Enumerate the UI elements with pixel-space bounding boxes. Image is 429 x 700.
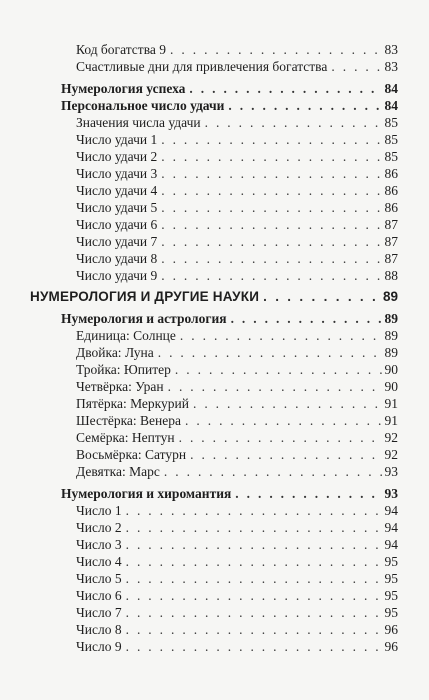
toc-leader-dots bbox=[331, 59, 381, 75]
toc-entry-label: Код богатства 9 bbox=[76, 42, 167, 57]
toc-page-number: 88 bbox=[384, 268, 398, 283]
toc-leader-dots bbox=[231, 311, 382, 327]
toc-leader-dots bbox=[126, 622, 382, 638]
toc-entry bbox=[76, 251, 398, 267]
toc-entry bbox=[76, 362, 398, 378]
toc-page-number: 86 bbox=[384, 200, 398, 215]
toc-entry bbox=[76, 622, 398, 638]
toc-leader-dots bbox=[179, 430, 382, 446]
toc-entry bbox=[76, 59, 398, 75]
toc-page-number: 83 bbox=[384, 42, 398, 57]
toc-page-number: 91 bbox=[384, 396, 398, 411]
toc-leader-dots bbox=[161, 183, 381, 199]
toc-entry bbox=[76, 328, 398, 344]
toc-leader-dots bbox=[126, 537, 382, 553]
toc-section-heading bbox=[30, 289, 398, 305]
toc-leader-dots bbox=[263, 289, 380, 305]
toc-leader-dots bbox=[126, 605, 382, 621]
toc-entry-label: Число удачи 1 bbox=[76, 132, 158, 147]
toc-entry-label: Значения числа удачи bbox=[76, 115, 201, 130]
toc-leader-dots bbox=[126, 639, 382, 655]
toc-page-number: 95 bbox=[384, 571, 398, 586]
toc-entry bbox=[76, 396, 398, 412]
toc-leader-dots bbox=[175, 362, 382, 378]
toc-entry-label: Число удачи 6 bbox=[76, 217, 158, 232]
toc-page-number: 89 bbox=[384, 328, 398, 343]
toc-page-number: 90 bbox=[384, 362, 398, 377]
toc-entry bbox=[76, 588, 398, 604]
toc-leader-dots bbox=[126, 520, 382, 536]
toc-entry-label: Число удачи 3 bbox=[76, 166, 158, 181]
toc-leader-dots bbox=[161, 234, 381, 250]
toc-entry bbox=[76, 166, 398, 182]
toc-entry-label: Персональное число удачи bbox=[61, 98, 225, 113]
toc-leader-dots bbox=[168, 379, 382, 395]
toc-entry-label: Счастливые дни для привлечения богатства bbox=[76, 59, 328, 74]
toc-entry bbox=[76, 217, 398, 233]
toc-entry-label: Число 6 bbox=[76, 588, 122, 603]
toc-entry bbox=[76, 520, 398, 536]
toc-page-number: 86 bbox=[384, 183, 398, 198]
toc-entry bbox=[76, 605, 398, 621]
toc-entry bbox=[76, 132, 398, 148]
toc-leader-dots bbox=[164, 464, 382, 480]
toc-page-number: 87 bbox=[384, 251, 398, 266]
toc-chapter-entry bbox=[61, 486, 398, 502]
toc-entry-label: Тройка: Юпитер bbox=[76, 362, 171, 377]
toc-entry bbox=[76, 345, 398, 361]
toc-page-number: 89 bbox=[384, 345, 398, 360]
toc-page-number: 95 bbox=[384, 588, 398, 603]
toc-entry-label: Число удачи 2 bbox=[76, 149, 158, 164]
toc-leader-dots bbox=[126, 554, 382, 570]
toc-leader-dots bbox=[161, 217, 381, 233]
toc-leader-dots bbox=[189, 81, 381, 97]
toc-entry-label: Семёрка: Нептун bbox=[76, 430, 175, 445]
toc-page-number: 91 bbox=[384, 413, 398, 428]
toc-page-number: 95 bbox=[384, 554, 398, 569]
toc-leader-dots bbox=[126, 503, 382, 519]
toc-leader-dots bbox=[158, 345, 382, 361]
toc-entry bbox=[76, 183, 398, 199]
toc-entry-label: Четвёрка: Уран bbox=[76, 379, 164, 394]
toc-leader-dots bbox=[190, 447, 381, 463]
toc-page-number: 84 bbox=[384, 98, 398, 113]
toc-page-number: 87 bbox=[384, 234, 398, 249]
toc-entry-label: Число 1 bbox=[76, 503, 122, 518]
toc-entry bbox=[76, 447, 398, 463]
toc-page-number: 92 bbox=[384, 430, 398, 445]
toc-entry bbox=[76, 639, 398, 655]
toc-leader-dots bbox=[180, 328, 382, 344]
toc-entry-label: Единица: Солнце bbox=[76, 328, 176, 343]
toc-entry-label: Число 8 bbox=[76, 622, 122, 637]
toc-page-number: 85 bbox=[384, 149, 398, 164]
toc-chapter-entry bbox=[61, 81, 398, 97]
toc-entry-label: Двойка: Луна bbox=[76, 345, 154, 360]
toc-entry bbox=[76, 42, 398, 58]
toc-entry bbox=[76, 430, 398, 446]
toc-entry-label: Число 5 bbox=[76, 571, 122, 586]
toc-entry bbox=[76, 413, 398, 429]
toc-entry-label: НУМЕРОЛОГИЯ И ДРУГИЕ НАУКИ bbox=[30, 289, 260, 304]
toc-entry bbox=[76, 200, 398, 216]
toc-entry-label: Пятёрка: Меркурий bbox=[76, 396, 189, 411]
toc-page-number: 87 bbox=[384, 217, 398, 232]
toc-page-number: 93 bbox=[384, 464, 398, 479]
toc-page-number: 85 bbox=[384, 115, 398, 130]
toc-page-number: 95 bbox=[384, 605, 398, 620]
toc-leader-dots bbox=[161, 251, 381, 267]
toc-leader-dots bbox=[126, 571, 382, 587]
toc-page-number: 94 bbox=[384, 520, 398, 535]
toc-entry-label: Число удачи 7 bbox=[76, 234, 158, 249]
toc-page-number: 94 bbox=[384, 503, 398, 518]
toc-entry-label: Восьмёрка: Сатурн bbox=[76, 447, 187, 462]
toc-entry bbox=[76, 571, 398, 587]
toc-page-number: 94 bbox=[384, 537, 398, 552]
toc-entry bbox=[76, 537, 398, 553]
toc-page-number: 93 bbox=[384, 486, 398, 501]
toc-leader-dots bbox=[235, 486, 381, 502]
toc-leader-dots bbox=[161, 166, 381, 182]
toc-entry-label: Число 3 bbox=[76, 537, 122, 552]
toc-entry-label: Число удачи 5 bbox=[76, 200, 158, 215]
toc-entry-label: Число 4 bbox=[76, 554, 122, 569]
toc-entry-label: Число 9 bbox=[76, 639, 122, 654]
toc-leader-dots bbox=[161, 268, 381, 284]
toc-entry-label: Шестёрка: Венера bbox=[76, 413, 182, 428]
toc-entry-label: Нумерология успеха bbox=[61, 81, 186, 96]
toc-leader-dots bbox=[161, 200, 381, 216]
toc-entry bbox=[76, 503, 398, 519]
toc-entry-label: Число удачи 4 bbox=[76, 183, 158, 198]
toc-page-number: 86 bbox=[384, 166, 398, 181]
toc-entry bbox=[76, 379, 398, 395]
toc-leader-dots bbox=[205, 115, 382, 131]
toc-leader-dots bbox=[185, 413, 381, 429]
toc-leader-dots bbox=[161, 149, 381, 165]
toc-page-number: 84 bbox=[384, 81, 398, 96]
toc-leader-dots bbox=[170, 42, 381, 58]
toc-entry-label: Число удачи 8 bbox=[76, 251, 158, 266]
toc-page-number: 83 bbox=[384, 59, 398, 74]
toc-page-number: 96 bbox=[384, 639, 398, 654]
toc-entry-label: Нумерология и хиромантия bbox=[61, 486, 232, 501]
toc-entry bbox=[76, 149, 398, 165]
toc-entry-label: Число 2 bbox=[76, 520, 122, 535]
toc-leader-dots bbox=[126, 588, 382, 604]
toc-entry bbox=[76, 464, 398, 480]
toc-leader-dots bbox=[193, 396, 382, 412]
toc-entry bbox=[76, 234, 398, 250]
toc-page-number: 85 bbox=[384, 132, 398, 147]
toc-page-number: 89 bbox=[384, 311, 398, 326]
toc-leader-dots bbox=[228, 98, 381, 114]
toc-chapter-entry bbox=[61, 311, 398, 327]
toc-entry bbox=[76, 554, 398, 570]
toc-entry bbox=[76, 268, 398, 284]
toc-leader-dots bbox=[161, 132, 381, 148]
toc-entry-label: Число 7 bbox=[76, 605, 122, 620]
toc-entry bbox=[76, 115, 398, 131]
toc-entry-label: Девятка: Марс bbox=[76, 464, 160, 479]
toc-chapter-entry bbox=[61, 98, 398, 114]
toc-page-number: 89 bbox=[382, 289, 398, 304]
toc-page-number: 92 bbox=[384, 447, 398, 462]
toc-entry-label: Нумерология и астрология bbox=[61, 311, 227, 326]
toc-page-number: 96 bbox=[384, 622, 398, 637]
toc-page-number: 90 bbox=[384, 379, 398, 394]
toc-entry-label: Число удачи 9 bbox=[76, 268, 158, 283]
